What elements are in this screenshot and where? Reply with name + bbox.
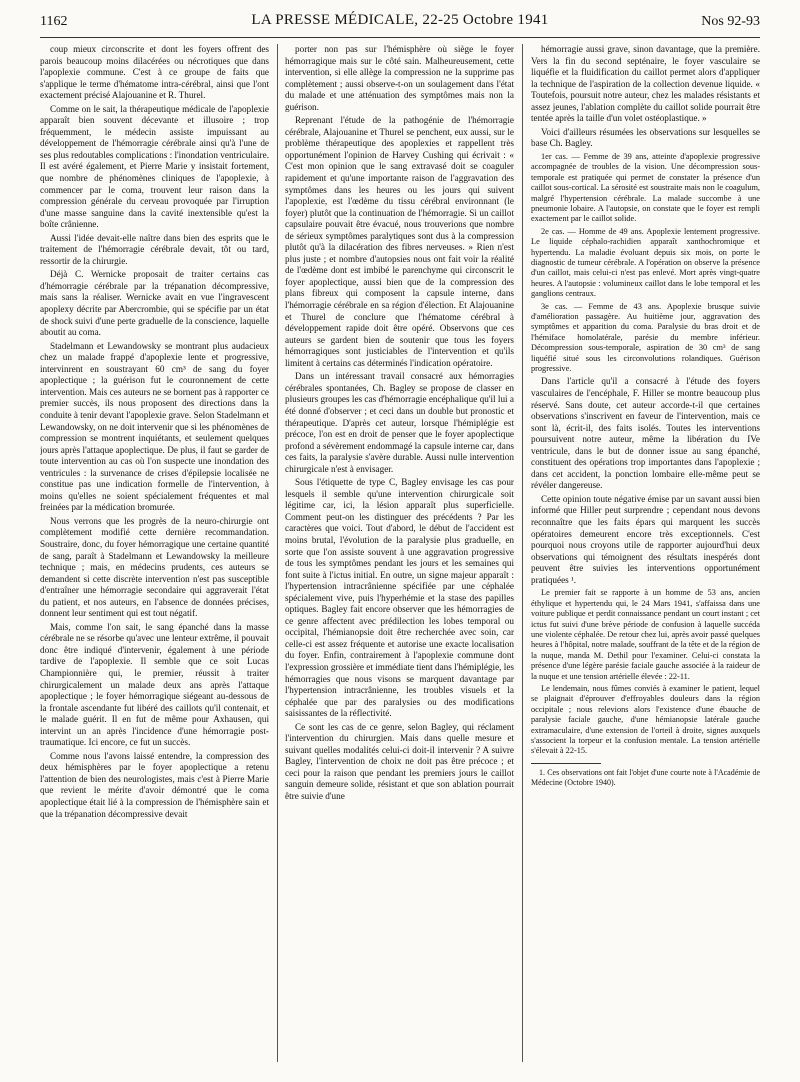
paragraph: Comme on le sait, la thérapeutique médicale de l'apoplexie apparaît bien souvent décevante et illusoire ; trop fréquemment, le médecin assiste impuissant au développement de l'hémorragie cérébrale ainsi qu'à l'une de ses plus redoutables complications : l'inondation ventriculaire. Il est avéré également, et Pierre Marie y insistait fortement, que nombre de phénomènes cliniques de l'apoplexie, à commencer par le coma, trouvent leur raison dans la compression générale du cerveau provoquée par l'irruption d'une masse sanguine dans la cavité inextensible qu'est la boîte crânienne. xyxy=(40,103,269,230)
paragraph: hémorragie aussi grave, sinon davantage, que la première. Vers la fin du second septénaire, le foyer vasculaire se liquéfie et la fluidification du caillot permet alors d'appliquer la technique de l'aspiration de la collection devenue liquide. « Toutefois, poursuit notre auteur, chez les malades résistants et assez jeunes, l'ablation complète du caillot solide pourrait être tentée après la taille d'un volet ostéoplastique. » xyxy=(531,44,760,124)
issue-number: Nos 92-93 xyxy=(701,14,760,29)
paragraph: Mais, comme l'on sait, le sang épanché dans la masse cérébrale ne se résorbe qu'avec une lenteur extrême, il pouvait donc être indiqué d'intervenir, également à une période tardive de l'apoplexie. Il semble que ce soit Lucas Championnière qui, le premier, réussit à traiter chirurgicalement un malade deux ans après l'attaque apoplectique ; le foyer hémorragique siégeant au-dessous de la frontale ascendante fut libéré des caillots qu'il contenait, et le malade guérit. Il en fut de même pour Axhausen, qui intervint un an après l'incidence d'une hémorragie post-traumatique. Ici encore, ce fut un succès. xyxy=(40,621,269,748)
paragraph: porter non pas sur l'hémisphère où siège le foyer hémorragique mais sur le côté sain. Malheureusement, cette intervention, si elle allège la compression ne la supprime pas complètement ; aussi observe-t-on un soulagement dans l'état du malade et une atténuation des symptômes mais non la guérison. xyxy=(285,44,514,112)
paragraph: coup mieux circonscrite et dont les foyers offrent des parois beaucoup moins dilacérées ou nécrotiques que dans l'apoplexie commune. C'est à ce groupe de faits que s'applique le terme d'hématome intra-cérébral, ainsi que l'ont exactement précisé Alajouanine et R. Thurel. xyxy=(40,44,269,101)
case-report: 2e cas. — Homme de 49 ans. Apoplexie lentement progressive. Le liquide céphalo-rachidien apparaît xanthochromique et hypertendu. La maladie évoluant depuis six mois, on porte le diagnostic de tumeur cérébrale. A l'opération on observe la présence d'un caillot, mais celui-ci n'est pas enlevé. Mort après vingt-quatre heures. A l'autopsie : volumineux caillot dans le lobe temporal et les ganglions centraux. xyxy=(531,226,760,299)
observation: Le premier fait se rapporte à un homme de 53 ans, ancien éthylique et hypertendu qui, le 24 Mars 1941, s'affaissa dans une voiture publique et perdit connaissance pendant un court instant ; cet ictus fut suivi d'une brève période de confusion à laquelle succéda une violente céphalée. De retour chez lui, après avoir passé quelques heures à l'hôpital, notre malade, souffrant de la tête et de la région de la nuque, manda M. Dethil pour l'examiner. Celui-ci constata la présence d'une légère parésie faciale gauche associée à la raideur de la nuque et une tension artérielle élevée : 22-11. xyxy=(531,588,760,681)
paragraph: Voici d'ailleurs résumées les observations sur lesquelles se base Ch. Bagley. xyxy=(531,126,760,149)
journal-title: LA PRESSE MÉDICALE, 22-25 Octobre 1941 xyxy=(251,12,549,28)
column-divider xyxy=(522,44,523,1062)
footnote: 1. Ces observations ont fait l'objet d'une courte note à l'Académie de Médecine (Octobre 1940). xyxy=(531,767,760,787)
paragraph: Dans l'article qu'il a consacré à l'étude des foyers vasculaires de l'encéphale, F. Hiller se montre beaucoup plus réservé. Sans doute, cet auteur accorde-t-il que certaines observations s'inscrivent en faveur de l'intervention, mais ce sont là, écrit-il, des faits isolés. Toutes les interventions poursuivent notre auteur, même la libération du IVe ventricule, dans le but de donner issue au sang épanché, constituent des opérations trop importantes dans l'apoplexie ; dans cet accident, la ponction lombaire elle-même peut se révéler dangereuse. xyxy=(531,376,760,491)
paragraph: Reprenant l'étude de la pathogénie de l'hémorragie cérébrale, Alajouanine et Thurel se penchent, eux aussi, sur le problème thérapeutique des apoplexies et rappellent très opportunément l'opinion de Harvey Cushing qui écrivait : « C'est mon opinion que le sang extravasé doit se coaguler rapidement et qu'une importante raison de l'aggravation des symptômes dans les heures ou les jours qui suivent l'apoplexie, est l'œdème du tissu cérébral environnant (le foyer) plutôt que la continuation de l'hémorragie. Si un caillot capsulaire pouvait être évacué, nous trouverions que nombre de sérieux symptômes paralytiques sont dus à la compression plutôt qu'à la dilacération des fibres nerveuses. » Rien n'est plus juste ; et nombre d'autopsies nous ont fait voir la réalité de l'œdème dont est imbibé le parenchyme qui circonscrit le foyer apoplectique, aussi bien que de la compression des plans fibreux qui composent la capsule interne, dans l'hémorragie cérébrale en sa région d'élection. Et Alajouanine et Thurel de conclure que l'hématome cérébral à développement rapide doit être opéré. Observons que ces auteurs se gardent bien de soutenir que tous les foyers hémorragiques sont justiciables de l'intervention et qu'ils limitent à certains cas déterminés l'indication opératoire. xyxy=(285,115,514,368)
paragraph: Ce sont les cas de ce genre, selon Bagley, qui réclament l'intervention du chirurgien. Mais dans quelle mesure et suivant quelles modalités celui-ci doit-il intervenir ? A suivre Bagley, l'intervention de choix ne doit pas être précoce ; et ceci pour la raison que pendant les premiers jours le caillot sanguin demeure solide, résistant et que son ablation pourrait être suivie d'une xyxy=(285,721,514,801)
page-header xyxy=(40,12,760,36)
paragraph: Dans un intéressant travail consacré aux hémorragies cérébrales spontanées, Ch. Bagley se propose de classer en plusieurs groupes les cas d'hémorragie encéphalique qu'il lui a été donné d'observer ; et ceci dans un double but pronostic et thérapeutique. D'après cet auteur, lorsque l'hémiplégie est précoce, l'on est en droit de penser que le foyer apoplectique profond a sévèrement endommagé la capsule interne car, dans ces faits, la paralysie s'avère durable. Aussi nulle intervention chirurgicale n'est à envisager. xyxy=(285,371,514,474)
paragraph: Déjà C. Wernicke proposait de traiter certains cas d'hémorragie cérébrale par la trépanation décompressive, mais sans la réaliser. Wernicke avait en vue l'ingravescent apoplexy décrite par Abercrombie, qui se spécifie par un état de shock suivi d'une perte graduelle de la conscience, laquelle aboutit au coma. xyxy=(40,269,269,338)
paragraph: Aussi l'idée devait-elle naître dans bien des esprits que le traitement de l'hémorragie cérébrale devait, tôt ou tard, ressortir de la chirurgie. xyxy=(40,232,269,266)
column-2 xyxy=(285,44,514,1064)
header-rule xyxy=(40,37,760,38)
paragraph: Cette opinion toute négative émise par un savant aussi bien informé que Hiller peut surprendre ; cependant nous devons reconnaître que les faits épars qui marquent les succès opératoires demeurent encore très exceptionnels. C'est pourquoi nous croyons utile de rapporter aujourd'hui deux observations qui témoignent des résultats inespérés dont peuvent être suivies les interventions opportunément pratiquées ¹. xyxy=(531,493,760,585)
page-number: 1162 xyxy=(40,14,68,29)
observation: Le lendemain, nous fûmes conviés à examiner le patient, lequel se plaignait d'éprouver d'effroyables douleurs dans la région occipitale ; nous relevions alors l'existence d'une ébauche de paralysie faciale gauche, d'une hémianopsie latérale gauche extramaculaire, d'une extension de l'orteil à droite, signes auxquels s'associent la torpeur et la confusion mentale. La tension artérielle s'élevait à 22-15. xyxy=(531,683,760,756)
case-report: 3e cas. — Femme de 43 ans. Apoplexie brusque suivie d'amélioration passagère. Au huitième jour, aggravation des symptômes et apparition du coma. Paralysie du bras droit et de l'hémiface homolatérale, parésie du membre inférieur. Décompression sous-temporale, aspiration de 30 cm³ de sang liquéfié situé sous les circonvolutions rolandiques. Guérison progressive. xyxy=(531,301,760,374)
paragraph: Sous l'étiquette de type C, Bagley envisage les cas pour lesquels il semble qu'une intervention chirurgicale soit légitime car, ici, la lésion apparaît plus superficielle. Comment peut-on les distinguer des précédents ? Par les caractères que voici. Tout d'abord, le début de l'accident est moins brutal, l'évolution de la paralysie plus graduelle, en sorte que l'on assiste souvent à une aggravation progressive de tous les symptômes pendant les jours et les semaines qui font suite à l'ictus initial. En outre, un signe majeur apparaît : l'hypertension intracrânienne spécifiée par une céphalée spécialement vive, puis l'hyperhémie et la stase des papilles optiques. Bagley fait encore observer que les hémorragies de ce genre affectent avec prédilection les lobes temporal ou occipital, l'hémianopsie doit être recherchée avec soin, car celle-ci est assez fréquente et autorise une exacte localisation du foyer. Enfin, contrairement à l'apoplexie commune dont l'expression grossière et immédiate tient dans l'hémiplégie, les hémorragies que nous visons se marquent davantage par l'hypertension intracrânienne, les troubles visuels et la céphalée que par des paralysies ou des modifications saisissantes de la réflectivité. xyxy=(285,477,514,719)
column-divider xyxy=(277,44,278,1062)
column-1 xyxy=(40,44,269,1064)
column-3 xyxy=(531,44,760,1064)
paragraph: Nous verrons que les progrès de la neuro-chirurgie ont complètement modifié cette dernière recommandation. Soustraire, donc, du foyer hémorragique une certaine quantité de sang, paraît à Stadelmann et Lewandowsky la meilleure technique ; mais, en médecins prudents, ces auteurs se demandent si cette discrète intervention n'est pas susceptible d'entraîner une hémorragie secondaire qui aggraverait l'état du patient, et nos auteurs, en l'absence de données précises, donnent leur sentiment qui est tout négatif. xyxy=(40,515,269,619)
footnote-rule xyxy=(531,763,601,764)
paragraph: Comme nous l'avons laissé entendre, la compression des deux hémisphères par le foyer apoplectique a retenu l'attention de bien des neurologistes, mais c'est à Pierre Marie que revient le mérite d'avoir démontré que le coma apoplectique était lié à la compression de l'hémisphère sain et que la trépanation décompressive devait xyxy=(40,750,269,819)
paragraph: Stadelmann et Lewandowsky se montrant plus audacieux chez un malade frappé d'apoplexie lente et progressive, intervinrent en soustrayant 60 cm³ de sang du foyer apoplectique ; la guérison fut le couronnement de cette intervention. Mais ces auteurs ne se bornent pas à rapporter ce premier succès, ils nous proposent des directions dans la conduite à tenir devant l'apoplexie grave. Selon Stadelmann et Lewandowsky, on ne doit intervenir que si les phénomènes de compression se montrent inquiétants, et seulement quelques jours après l'attaque apoplectique. De plus, il faut se garder de toute intervention au cas où l'on suspecte une inondation des ventricules : la survenance de crises d'épilepsie localisée ne constitue pas une indication formelle de l'intervention, à moins qu'elles ne soient spécialement fréquentes et mal freinées par la médication bromurée. xyxy=(40,340,269,513)
case-report: 1er cas. — Femme de 39 ans, atteinte d'apoplexie progressive accompagnée de troubles de la vision. Une décompression sous-temporale est pratiquée qui permet de constater la présence d'un caillot sous-cortical. La sérosité est soustraite mais non le coagulum, malgré l'hypertension cérébrale. La malade succombe à une pneumonie lobaire. A l'autopsie, on constate que le foyer est rempli exactement par le caillot solide. xyxy=(531,151,760,224)
